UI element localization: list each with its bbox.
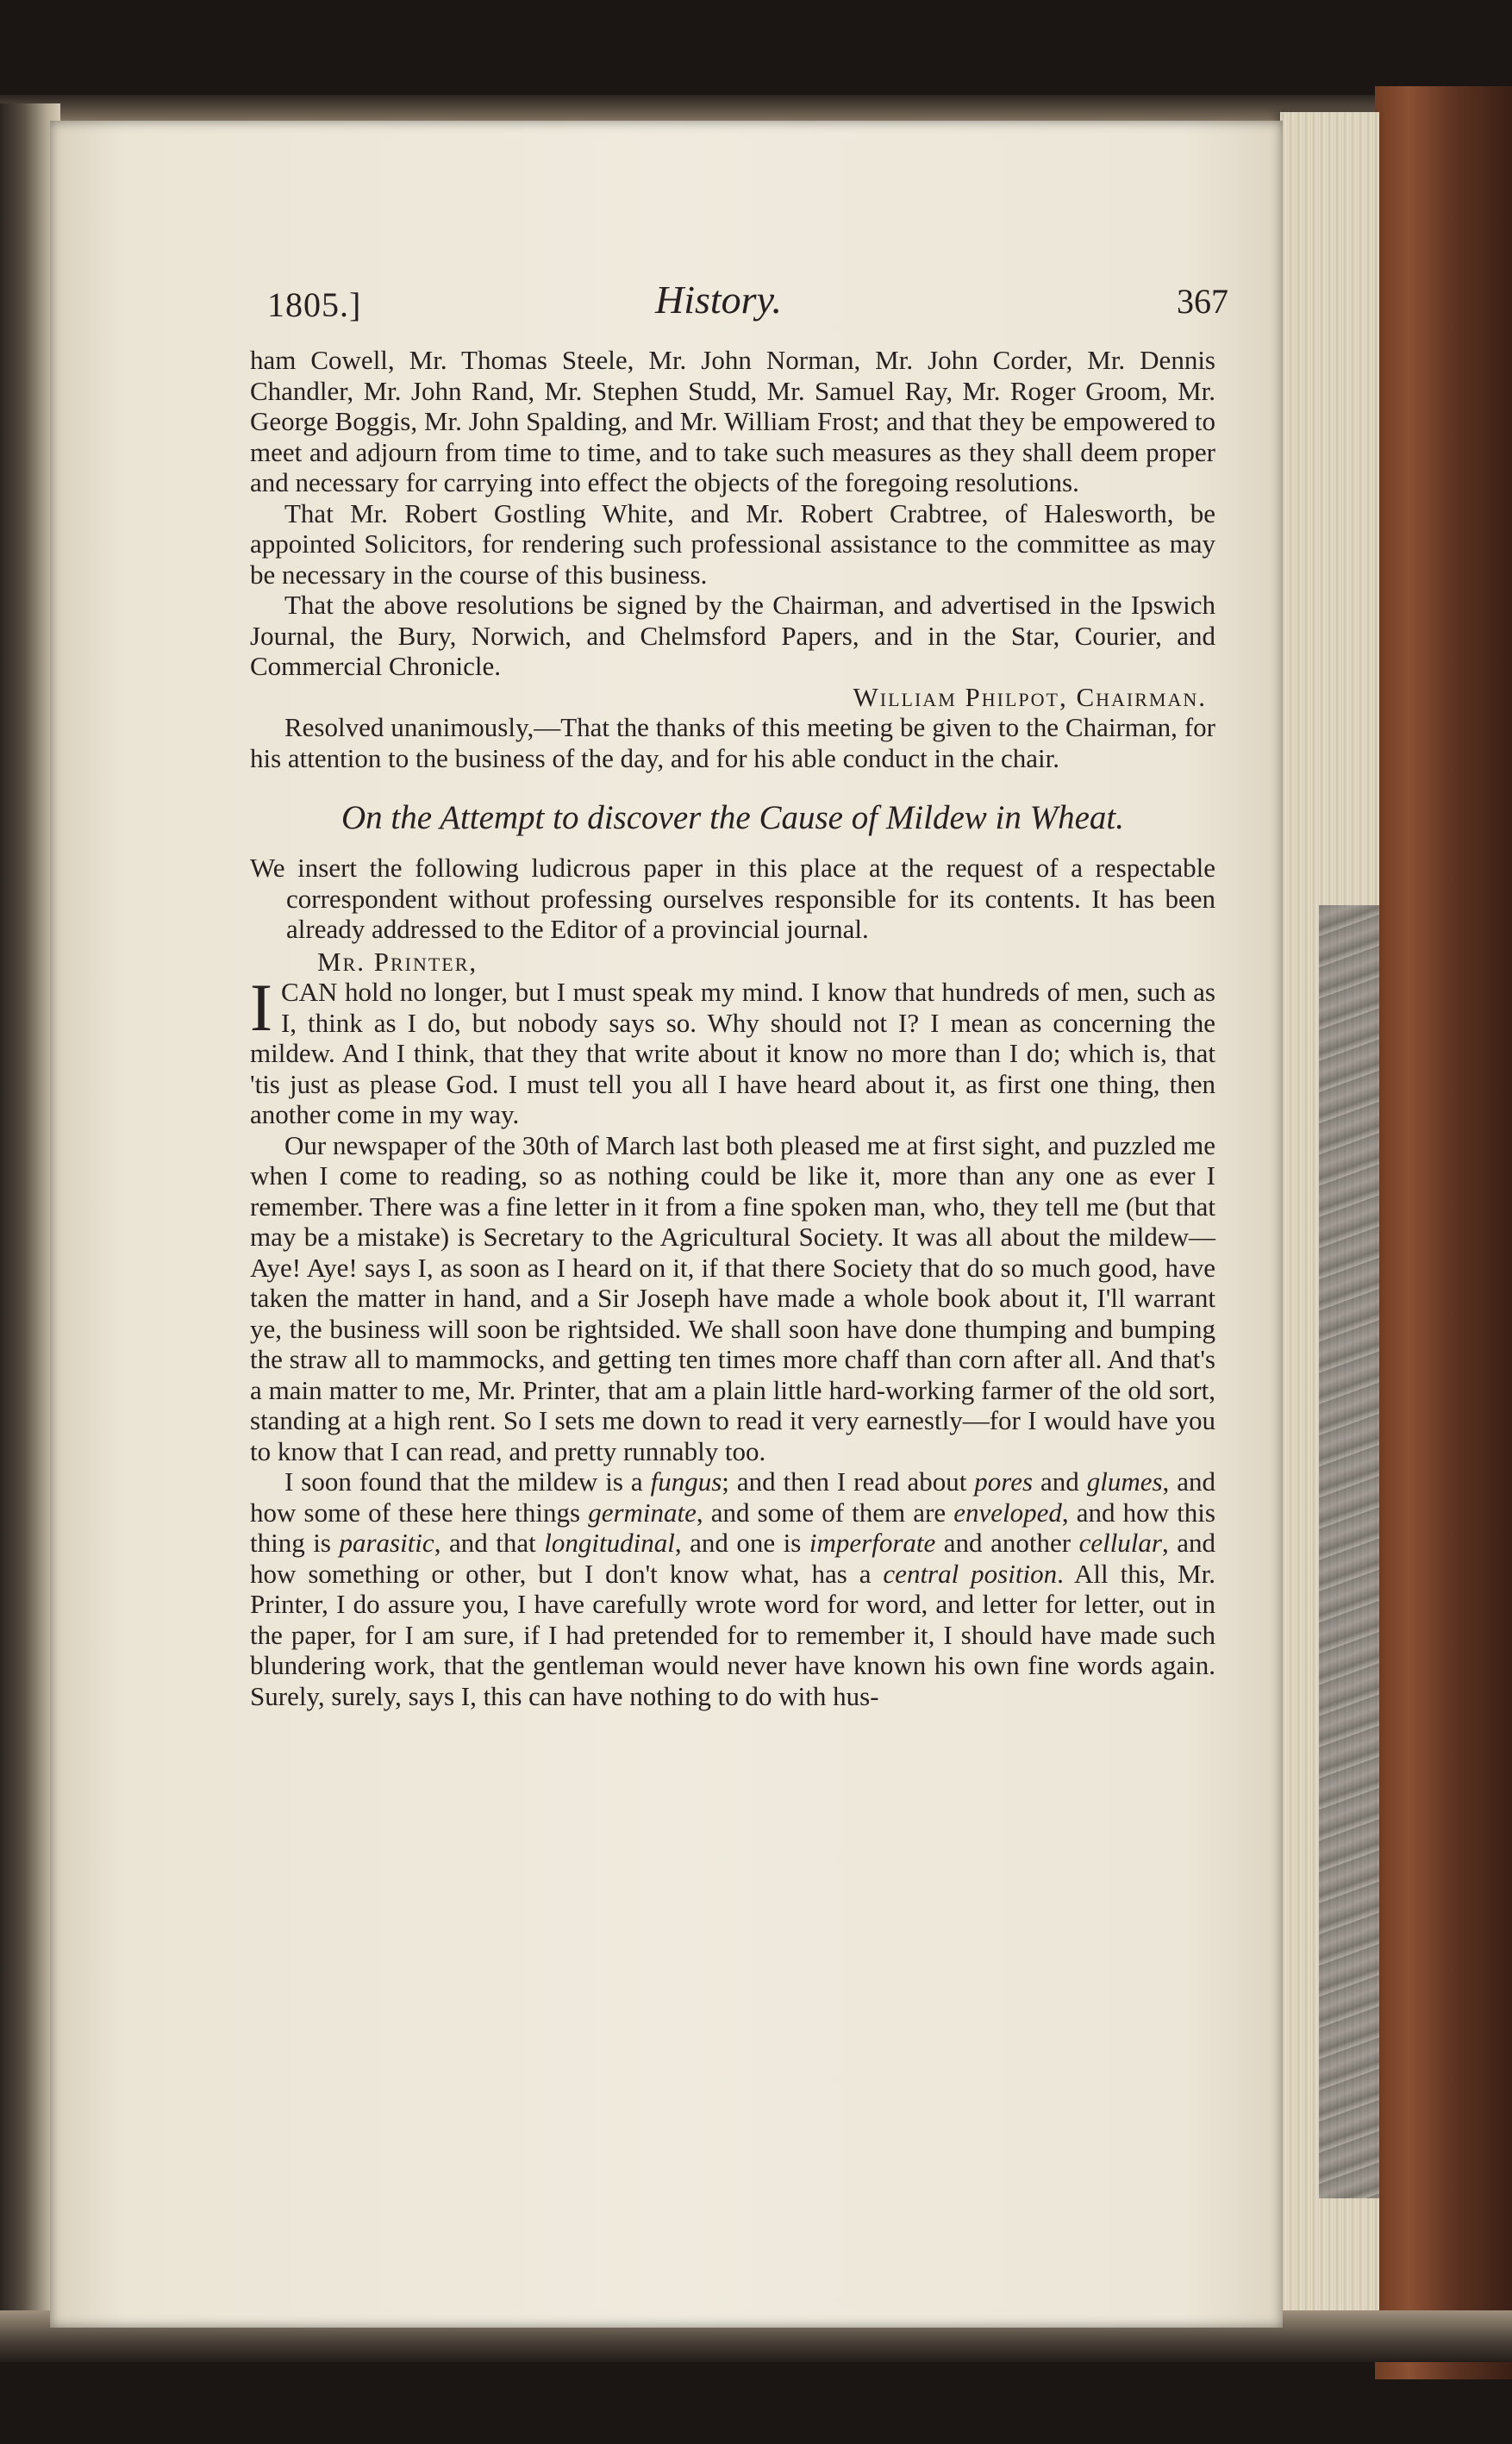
- italic-term: pores: [974, 1466, 1034, 1497]
- text-run: . All this, Mr. Printer, I do assure you, I have carefully wrote word for word, and letter for letter, out in the paper, for I am sure, if I had pretended for to remember it, I should have made such blundering work, that the gentleman would never have known his own fine words again. Surely, surely, says I, this can have nothing to do with hus-: [250, 1558, 1215, 1711]
- page-number: 367: [1177, 282, 1228, 321]
- marbled-endpaper: [1319, 905, 1379, 2198]
- letter-paragraph-3: [250, 1466, 1215, 1711]
- italic-term: fungus: [650, 1466, 722, 1497]
- running-head: [250, 278, 1228, 345]
- running-head-year: 1805.]: [267, 285, 362, 324]
- italic-term: enveloped: [953, 1497, 1062, 1528]
- letter-paragraph-1-text: CAN hold no longer, but I must speak my mind. I know that hundreds of men, such as I, think as I do, but nobody says so. Why should not I? I mean as concerning the mildew. And I think, that they that write about it know no more than I do; which is, that 'tis just as please God. I must tell you all I have heard about it, as first one thing, then another come in my way.: [250, 977, 1215, 1129]
- text-run: , and how this thing is: [250, 1497, 1215, 1558]
- italic-term: cellular: [1078, 1528, 1162, 1558]
- paragraph-solicitors: That Mr. Robert Gostling White, and Mr. Robert Crabtree, of Halesworth, be appointed Solicitors, for rendering such professional assistance to the committee as may be necessary in the course of this business.: [250, 497, 1215, 590]
- running-head-title: History.: [655, 278, 782, 322]
- text-run: and: [1033, 1466, 1087, 1497]
- italic-term: germinate: [588, 1497, 697, 1528]
- text-run: ; and then I read about: [722, 1466, 975, 1497]
- editor-note: We insert the following ludicrous paper in this place at the request of a respectable correspondent without professing ourselves responsible for its contents. It has been already addressed to the Editor of a provincial journal.: [250, 853, 1215, 944]
- section-title: On the Attempt to discover the Cause of Mildew in Wheat.: [341, 799, 1125, 836]
- paragraph-committee: ham Cowell, Mr. Thomas Steele, Mr. John Norman, Mr. John Corder, Mr. Dennis Chandler, Mr. John Rand, Mr. Stephen Studd, Mr. Samuel Ray, Mr. Roger Groom, Mr. George Boggis, Mr. John Spalding, and Mr. William Frost; and that they be empowered to meet and adjourn from time to time, and to take such measures as they shall deem proper and necessary for carrying into effect the objects of the foregoing resolutions.: [250, 345, 1215, 497]
- text-run: , and some of them are: [696, 1497, 954, 1528]
- drop-cap: I: [250, 970, 272, 1045]
- book-cover-edge: [1375, 86, 1512, 2379]
- letter-paragraph-1: [250, 970, 1215, 1130]
- text-run: , and that: [434, 1528, 545, 1558]
- text-run: and another: [935, 1528, 1079, 1558]
- italic-term: glumes: [1086, 1466, 1163, 1497]
- text-run: , and how some of these here things: [250, 1466, 1216, 1528]
- chairman-signature: William Philpot, Chairman.: [853, 681, 1207, 712]
- italic-term: longitudinal: [544, 1528, 675, 1558]
- letter-paragraph-2: Our newspaper of the 30th of March last both pleased me at first sight, and puzzled me when I come to reading, so as nothing could be like it, more than any one as ever I remember. There was a fine letter in it from a fine spoken man, who, they tell me (but that may be a mistake) is Secretary to the Agricultural Society. It was all about the mildew—Aye! Aye! says I, as soon as I heard on it, if that there Society that do so much good, have taken the matter in hand, and a Sir Joseph have made a whole book about it, I'll warrant ye, the business will soon be rightsided. We shall soon have done thumping and bumping the straw all to mammocks, and getting ten times more chaff than corn after all. And that's a main matter to me, Mr. Printer, that am a plain little hard-working farmer of the old sort, standing at a high rent. So I sets me down to read it very earnestly—for I would have you to know that I can read, and pretty runnably too.: [250, 1129, 1215, 1466]
- italic-term: parasitic: [339, 1528, 434, 1558]
- paragraph-advertised: That the above resolutions be signed by the Chairman, and advertised in the Ipswich Journal, the Bury, Norwich, and Chelmsford Papers, and in the Star, Courier, and Commercial Chronicle.: [250, 590, 1215, 681]
- page-text-block: [250, 278, 1228, 1711]
- paragraph-resolved: Resolved unanimously,—That the thanks of this meeting be given to the Chairman, for his attention to the business of the day, and for his able conduct in the chair.: [250, 712, 1215, 773]
- italic-term: central position: [883, 1558, 1058, 1589]
- text-run: I soon found that the mildew is a: [284, 1466, 651, 1497]
- text-run: , and one is: [674, 1528, 809, 1558]
- italic-term: imperforate: [809, 1528, 936, 1558]
- letter-salutation: Mr. Printer,: [317, 946, 478, 977]
- text-run: , and how something or other, but I don't know what, has a: [250, 1528, 1216, 1589]
